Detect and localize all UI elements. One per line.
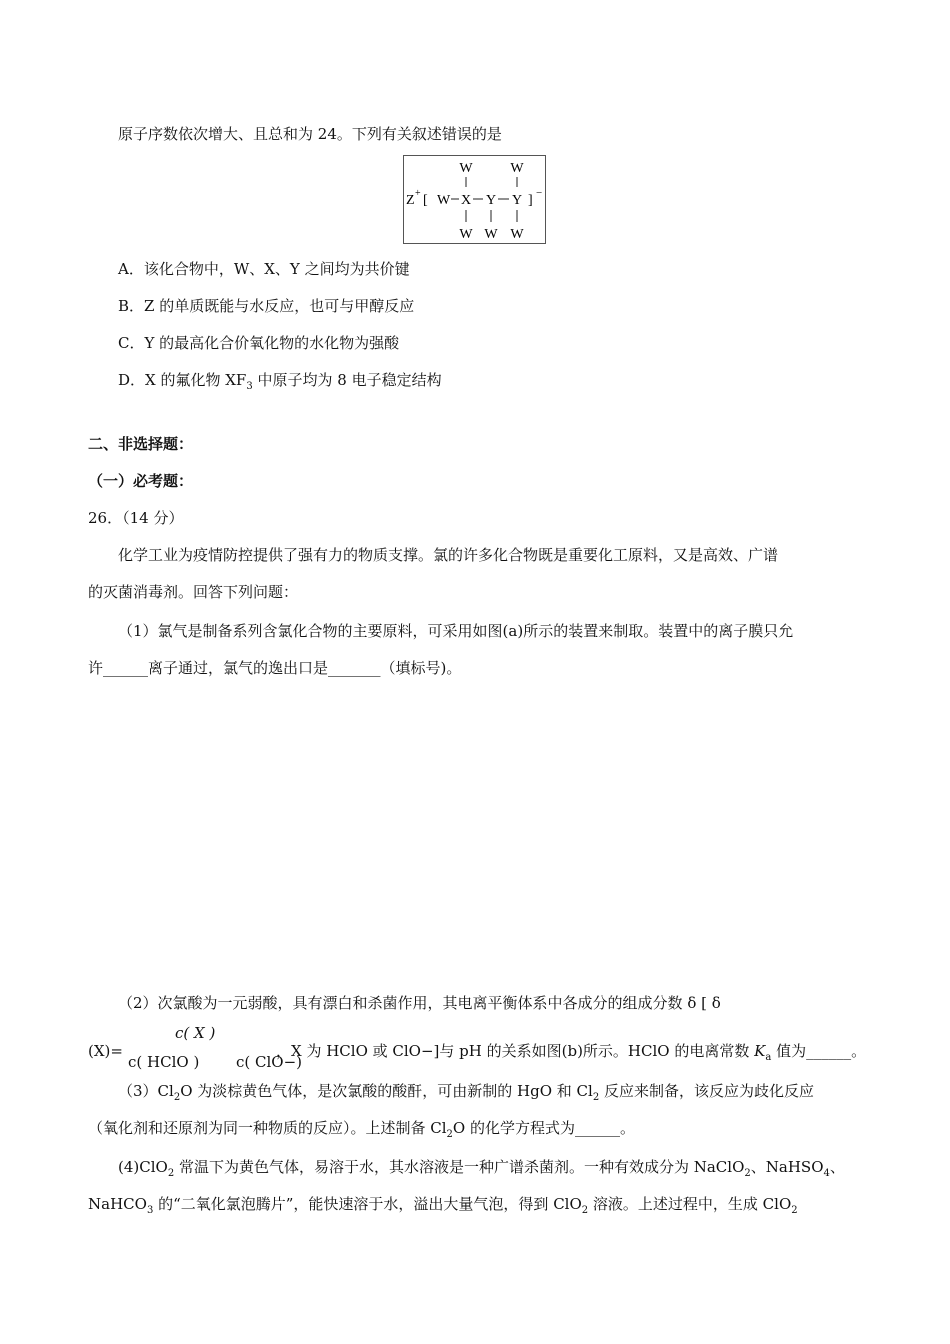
question-26-intro-line1: 化学工业为疫情防控提供了强有力的物质支撑。氯的许多化合物既是重要化工原料，又是高效、广谱	[118, 546, 779, 564]
option-a: A．该化合物中，W、X、Y 之间均为共价键	[118, 260, 410, 278]
atom-w-bottom1: W	[459, 227, 473, 242]
atom-y2: Y	[511, 193, 523, 208]
atom-y1: Y	[485, 193, 497, 208]
question-intro: 原子序数依次增大、且总和为 24。下列有关叙述错误的是	[118, 125, 502, 143]
section-heading-required: （一）必考题：	[88, 472, 194, 490]
part1-line2: 许______离子通过，氯气的逸出口是_______（填标号)。	[88, 659, 462, 677]
part4-line2: NaHCO$_3$ 的“二氧化氯泡腾片”，能快速溶于水，溢出大量气泡，得到 ClO$_2$ 溶液。上述过程中，生成 ClO$_2$	[88, 1195, 798, 1216]
option-c: C．Y 的最高化合价氧化物的水化物为强酸	[118, 334, 400, 352]
cation-z: Z	[406, 193, 415, 208]
part1-line1: （1）氯气是制备系列含氯化合物的主要原料，可采用如图(a)所示的装置来制取。装置中的离子膜只允	[118, 622, 794, 640]
part4-line1: (4)ClO$_2$ 常温下为黄色气体，易溶于水，其水溶液是一种广谱杀菌剂。一种有效成分为 NaClO$_2$、NaHSO$_4$、	[118, 1158, 845, 1179]
left-bracket: [	[423, 193, 428, 208]
cation-charge: +	[415, 188, 421, 199]
part3-line1: $(3)Cl_2O$ 为淡棕黄色气体，是次氯酸的酸酐，可由新制的 HgO 和 $Cl_2$ 反应来制备，该反应为歧化反应	[118, 1082, 814, 1103]
right-bracket: ]	[528, 193, 533, 208]
atom-w-top1: W	[459, 161, 473, 176]
part2-fraction-denominator-2: c( ClO−)	[236, 1053, 303, 1071]
option-d: D．X 的氟化物 $XF_3$ 中原子均为 8 电子稳定结构	[118, 371, 442, 392]
question-26-intro-line2: 的灭菌消毒剂。回答下列问题：	[88, 583, 299, 601]
anion-charge: −	[536, 187, 543, 199]
option-b: B．Z 的单质既能与水反应，也可与甲醇反应	[118, 297, 415, 315]
part2-line1: （2）次氯酸为一元弱酸，具有漂白和杀菌作用，其电离平衡体系中各成分的组成分数 δ [ δ	[118, 994, 721, 1012]
atom-w-bottom3: W	[510, 227, 524, 242]
atom-w-chain: W	[437, 193, 451, 208]
section-heading-nonchoice: 二、非选择题：	[88, 435, 194, 453]
part2-line2-rest: ，X 为 HClO 或 ClO−]与 pH 的关系如图(b)所示。HClO 的电离常数 $K_a$ 值为______。	[276, 1042, 867, 1063]
part2-fraction-denominator-1: c( HClO )	[128, 1053, 200, 1071]
atom-x: X	[460, 193, 472, 208]
part3-line2: （氧化剂和还原剂为同一种物质的反应）。上述制备 $Cl_2O$ 的化学方程式为______。	[88, 1119, 635, 1140]
part2-x-lead: (X)=	[88, 1042, 123, 1060]
structure-figure	[403, 155, 546, 244]
question-26-number: 26．（14 分）	[88, 509, 184, 527]
atom-w-bottom2: W	[484, 227, 498, 242]
atom-w-top2: W	[510, 161, 524, 176]
part2-fraction-numerator: c( X )	[175, 1024, 216, 1042]
